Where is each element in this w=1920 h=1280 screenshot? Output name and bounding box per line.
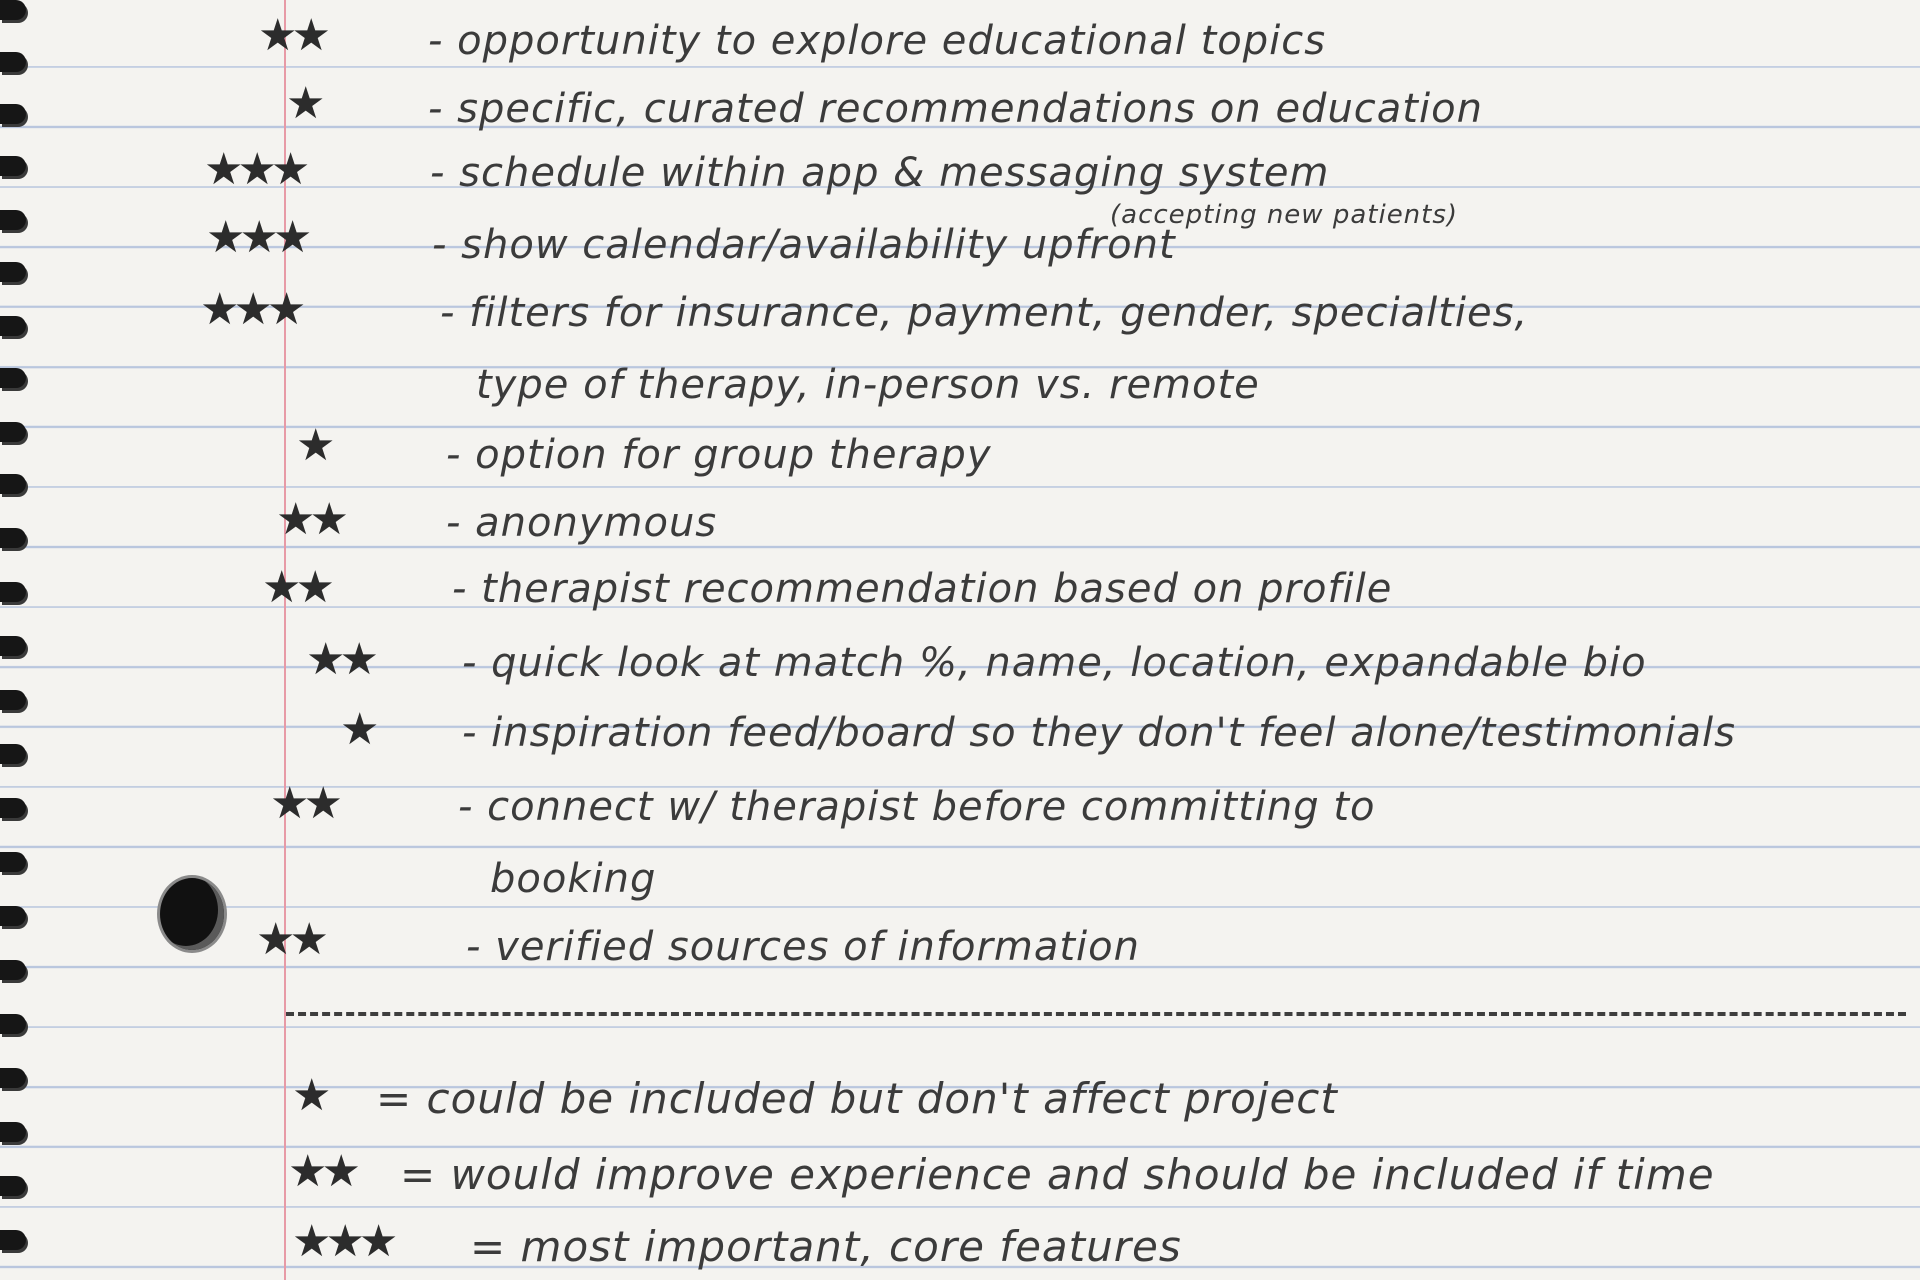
priority-stars: ★ xyxy=(340,704,374,755)
feature-item: - filters for insurance, payment, gender, specialties, xyxy=(440,290,1529,336)
spiral-coil xyxy=(0,690,26,710)
spiral-coil xyxy=(0,906,26,926)
priority-stars: ★ xyxy=(296,420,330,471)
spiral-coil xyxy=(0,0,26,20)
priority-stars: ★★ xyxy=(258,10,325,61)
feature-item: - anonymous xyxy=(446,500,718,546)
feature-item: - option for group therapy xyxy=(446,432,992,478)
legend-item: = could be included but don't affect project xyxy=(376,1074,1338,1123)
spiral-coil xyxy=(0,582,26,602)
spiral-coil xyxy=(0,104,26,124)
spiral-coil xyxy=(0,368,26,388)
priority-stars: ★★ xyxy=(306,634,373,685)
legend-stars: ★★ xyxy=(288,1146,355,1197)
priority-stars: ★★ xyxy=(276,494,343,545)
feature-item: - show calendar/availability upfront xyxy=(432,222,1176,268)
feature-item: - schedule within app & messaging system xyxy=(430,150,1330,196)
feature-item: - inspiration feed/board so they don't feel alone/testimonials xyxy=(462,710,1736,756)
spiral-coil xyxy=(0,1014,26,1034)
feature-item: - quick look at match %, name, location, expandable bio xyxy=(462,640,1647,686)
feature-item: - opportunity to explore educational topics xyxy=(428,18,1327,64)
spiral-coil xyxy=(0,156,26,176)
feature-item: booking xyxy=(490,856,657,902)
priority-stars: ★★★ xyxy=(200,284,301,335)
spiral-coil xyxy=(0,316,26,336)
priority-stars: ★★ xyxy=(262,562,329,613)
legend-stars: ★★★ xyxy=(292,1216,393,1267)
spiral-coil xyxy=(0,1230,26,1250)
spiral-coil xyxy=(0,52,26,72)
spiral-coil xyxy=(0,1122,26,1142)
calendar-note: (accepting new patients) xyxy=(1110,200,1459,230)
spiral-coil xyxy=(0,422,26,442)
feature-item: type of therapy, in-person vs. remote xyxy=(476,362,1260,408)
spiral-coil xyxy=(0,1176,26,1196)
spiral-coil xyxy=(0,798,26,818)
spiral-coil xyxy=(0,210,26,230)
priority-stars: ★★ xyxy=(256,914,323,965)
priority-stars: ★ xyxy=(286,78,320,129)
punch-hole xyxy=(160,878,224,950)
legend-stars: ★ xyxy=(292,1070,326,1121)
spiral-coil xyxy=(0,474,26,494)
priority-stars: ★★★ xyxy=(206,212,307,263)
feature-item: - specific, curated recommendations on education xyxy=(428,86,1483,132)
spiral-coil xyxy=(0,852,26,872)
spiral-coil xyxy=(0,744,26,764)
priority-stars: ★★★ xyxy=(204,144,305,195)
spiral-coil xyxy=(0,636,26,656)
spiral-coil xyxy=(0,960,26,980)
spiral-coil xyxy=(0,1068,26,1088)
spiral-coil xyxy=(0,528,26,548)
spiral-coil xyxy=(0,262,26,282)
legend-item: = most important, core features xyxy=(470,1222,1182,1271)
legend-item: = would improve experience and should be included if time xyxy=(400,1150,1715,1199)
feature-item: - verified sources of information xyxy=(466,924,1140,970)
feature-item: - connect w/ therapist before committing to xyxy=(458,784,1376,830)
priority-stars: ★★ xyxy=(270,778,337,829)
feature-item: - therapist recommendation based on profile xyxy=(452,566,1393,612)
dashed-divider xyxy=(286,1012,1906,1016)
spiral-binding xyxy=(0,0,40,1280)
